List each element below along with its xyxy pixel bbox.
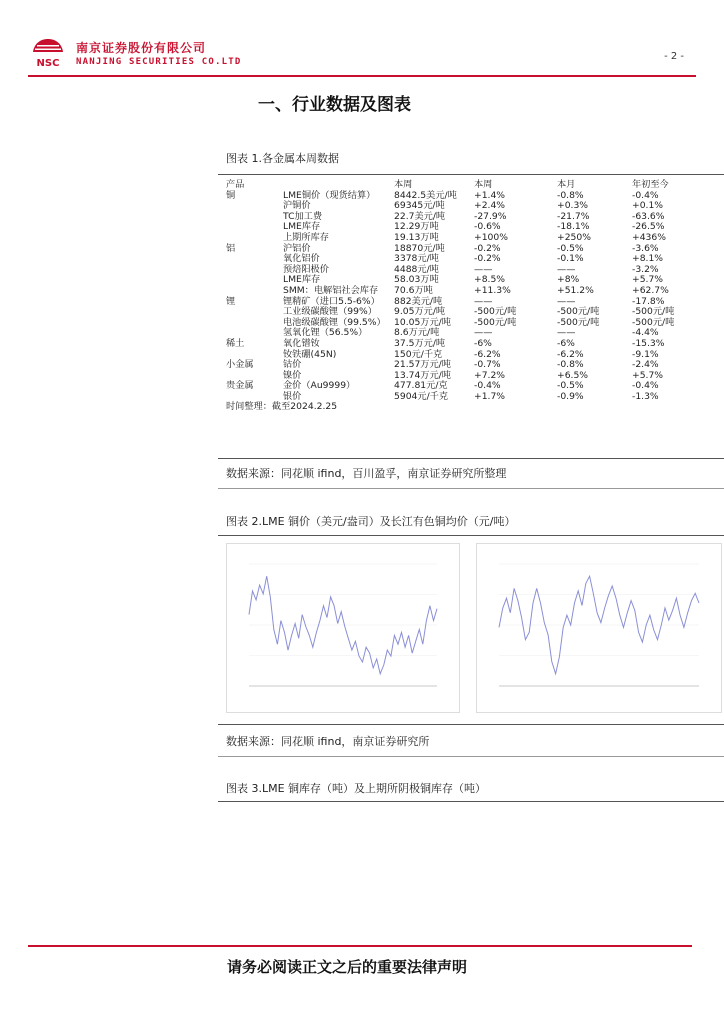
- table-cell: 银价: [283, 390, 302, 402]
- chart-lme-copper: [226, 543, 460, 713]
- metals-table: [226, 180, 696, 413]
- table-cell: 上期所库存: [283, 231, 329, 243]
- table-cell: 58.03万吨: [394, 274, 439, 286]
- table-cell: -500元/吨: [632, 316, 675, 328]
- table-cell: 3378元/吨: [394, 253, 439, 265]
- company-name-en: NANJING SECURITIES CO.LTD: [76, 57, 242, 67]
- figure2-bottom-rule: [218, 724, 724, 725]
- table-cell: -0.9%: [557, 390, 584, 402]
- table-cell: 氧化铝价: [283, 253, 320, 265]
- table-cell: ——: [474, 263, 493, 275]
- table-cell: 电池级碳酸锂（99.5%）: [283, 316, 386, 328]
- logo-text: NSC: [36, 58, 60, 69]
- table-cell: +8%: [557, 274, 580, 286]
- page-number: - 2 -: [664, 51, 684, 62]
- table-cell: -0.1%: [557, 253, 584, 265]
- section-title: 一、行业数据及图表: [258, 95, 411, 115]
- table-cell: -63.6%: [632, 210, 665, 222]
- figure2-title: 图表 2.LME 铜价（美元/盎司）及长江有色铜均价（元/吨）: [226, 515, 516, 528]
- figure3-top-rule: [218, 801, 724, 802]
- figure1-title: 图表 1.各金属本周数据: [226, 152, 339, 165]
- table-cell: 19.13万吨: [394, 231, 439, 243]
- table-cell: -15.3%: [632, 337, 665, 349]
- table-cell: ——: [557, 263, 576, 275]
- table-cell: +7.2%: [474, 369, 506, 381]
- table-cell: -21.7%: [557, 210, 590, 222]
- table-cell: 锂: [226, 295, 236, 307]
- table-cell: -0.5%: [557, 380, 584, 392]
- table-cell: +6.5%: [557, 369, 589, 381]
- col-header: 本周: [474, 179, 493, 190]
- table-cell: -0.5%: [557, 242, 584, 254]
- table-cell: 18870元/吨: [394, 242, 445, 254]
- table-cell: 沪铝价: [283, 242, 311, 254]
- table-cell: -18.1%: [557, 221, 590, 233]
- table-cell: 10.05万元/吨: [394, 316, 451, 328]
- table-cell: -4.4%: [632, 327, 659, 339]
- table-cell: -6.2%: [474, 348, 501, 360]
- table-cell: 小金属: [226, 359, 254, 371]
- table-row: [226, 339, 696, 350]
- chart-changjiang-copper: [476, 543, 722, 713]
- table-row: [226, 286, 696, 297]
- table-cell: 氧化镨钕: [283, 337, 320, 349]
- table-cell: -27.9%: [474, 210, 507, 222]
- table-cell: -0.4%: [632, 380, 659, 392]
- figure3-title: 图表 3.LME 铜库存（吨）及上期所阴极铜库存（吨）: [226, 782, 487, 795]
- table-cell: 5904元/千克: [394, 390, 449, 402]
- table-cell: LME库存: [283, 221, 321, 233]
- figure1-end-rule: [218, 488, 724, 489]
- company-name-cn: 南京证券股份有限公司: [76, 41, 207, 55]
- table-cell: +0.3%: [557, 200, 589, 212]
- legal-disclaimer: 请务必阅读正文之后的重要法律声明: [227, 958, 468, 976]
- table-cell: -1.3%: [632, 390, 659, 402]
- table-cell: -3.6%: [632, 242, 659, 254]
- table-cell: ——: [557, 295, 576, 307]
- table-cell: -0.4%: [474, 380, 501, 392]
- figure1-top-rule: [218, 174, 724, 175]
- table-cell: +436%: [632, 231, 666, 243]
- table-cell: -500元/吨: [557, 316, 600, 328]
- table-cell: 铝: [226, 242, 236, 254]
- table-cell: -9.1%: [632, 348, 659, 360]
- table-cell: 预焙阳极价: [283, 263, 329, 275]
- table-cell: -500元/吨: [474, 306, 517, 318]
- table-cell: -0.4%: [632, 189, 659, 201]
- table-cell: 8.6万元/吨: [394, 327, 440, 339]
- table-cell: -0.8%: [557, 359, 584, 371]
- table-cell: -26.5%: [632, 221, 665, 233]
- table-cell: 时间整理：截至2024.2.25: [226, 401, 338, 413]
- col-header: 本月: [557, 179, 576, 190]
- figure2-source: 数据来源：同花顺 ifind，南京证券研究所: [226, 735, 430, 748]
- figure2-end-rule: [218, 756, 724, 757]
- table-cell: SMM：电解铝社会库存: [283, 284, 379, 296]
- table-cell: +5.7%: [632, 369, 664, 381]
- table-cell: -0.8%: [557, 189, 584, 201]
- table-cell: -500元/吨: [557, 306, 600, 318]
- table-cell: +1.7%: [474, 390, 506, 402]
- table-cell: +62.7%: [632, 284, 669, 296]
- table-cell: -3.2%: [632, 263, 659, 275]
- table-cell: 氢氧化锂（56.5%）: [283, 327, 368, 339]
- figure1-source: 数据来源：同花顺 ifind，百川盈孚，南京证券研究所整理: [226, 467, 507, 480]
- table-body: [226, 191, 696, 413]
- table-cell: ——: [474, 327, 493, 339]
- table-cell: 882美元/吨: [394, 295, 443, 307]
- table-cell: LME铜价（现货结算）: [283, 189, 376, 201]
- table-cell: 稀土: [226, 337, 245, 349]
- table-header-row: [226, 180, 696, 191]
- table-cell: +250%: [557, 231, 591, 243]
- table-cell: 21.57万元/吨: [394, 359, 451, 371]
- chart1-svg: [227, 544, 459, 712]
- table-cell: -0.2%: [474, 253, 501, 265]
- table-cell: 477.81元/克: [394, 380, 448, 392]
- table-cell: +2.4%: [474, 200, 506, 212]
- table-cell: LME库存: [283, 274, 321, 286]
- table-cell: -17.8%: [632, 295, 665, 307]
- table-cell: -6%: [474, 337, 492, 349]
- table-cell: -0.6%: [474, 221, 501, 233]
- footer-divider: [28, 945, 692, 947]
- table-cell: 8442.5美元/吨: [394, 189, 457, 201]
- table-cell: 70.6万吨: [394, 284, 433, 296]
- table-cell: 37.5万元/吨: [394, 337, 446, 349]
- table-cell: +100%: [474, 231, 508, 243]
- table-cell: +51.2%: [557, 284, 594, 296]
- header-divider: [28, 75, 696, 77]
- table-cell: +8.1%: [632, 253, 664, 265]
- company-logo: [28, 36, 68, 70]
- table-cell: +1.4%: [474, 189, 506, 201]
- table-cell: 金价（Au9999）: [283, 380, 356, 392]
- figure2-top-rule: [218, 535, 724, 536]
- table-cell: 锂精矿（进口5.5-6%）: [283, 295, 380, 307]
- table-cell: +8.5%: [474, 274, 506, 286]
- table-cell: +5.7%: [632, 274, 664, 286]
- col-header: 本周: [394, 179, 413, 190]
- chart2-svg: [477, 544, 721, 712]
- table-cell: 150元/千克: [394, 348, 443, 360]
- table-cell: 工业级碳酸锂（99%）: [283, 306, 377, 318]
- table-cell: ——: [557, 327, 576, 339]
- table-cell: 69345元/吨: [394, 200, 445, 212]
- table-cell: TC加工费: [283, 210, 323, 222]
- table-cell: -6%: [557, 337, 575, 349]
- table-cell: 9.05万元/吨: [394, 306, 446, 318]
- table-cell: +0.1%: [632, 200, 664, 212]
- table-cell: -6.2%: [557, 348, 584, 360]
- table-cell: 镍价: [283, 369, 302, 381]
- table-cell: -2.4%: [632, 359, 659, 371]
- table-cell: -0.2%: [474, 242, 501, 254]
- col-header: 产品: [226, 179, 245, 190]
- table-cell: +11.3%: [474, 284, 511, 296]
- table-cell: 沪铜价: [283, 200, 311, 212]
- table-cell: 贵金属: [226, 380, 254, 392]
- table-cell: 钴价: [283, 359, 302, 371]
- table-cell: 4488元/吨: [394, 263, 439, 275]
- table-cell: ——: [474, 295, 493, 307]
- col-header: 年初至今: [632, 179, 669, 190]
- table-cell: -500元/吨: [474, 316, 517, 328]
- table-cell: 铜: [226, 189, 236, 201]
- table-row: [226, 233, 696, 244]
- table-cell: 12.29万吨: [394, 221, 439, 233]
- table-cell: 钕铁硼(45N): [283, 348, 337, 360]
- table-cell: 22.7美元/吨: [394, 210, 446, 222]
- table-row: [226, 402, 696, 413]
- table-cell: -0.7%: [474, 359, 501, 371]
- figure1-bottom-rule: [218, 458, 724, 459]
- table-cell: 13.74万元/吨: [394, 369, 451, 381]
- table-cell: -500元/吨: [632, 306, 675, 318]
